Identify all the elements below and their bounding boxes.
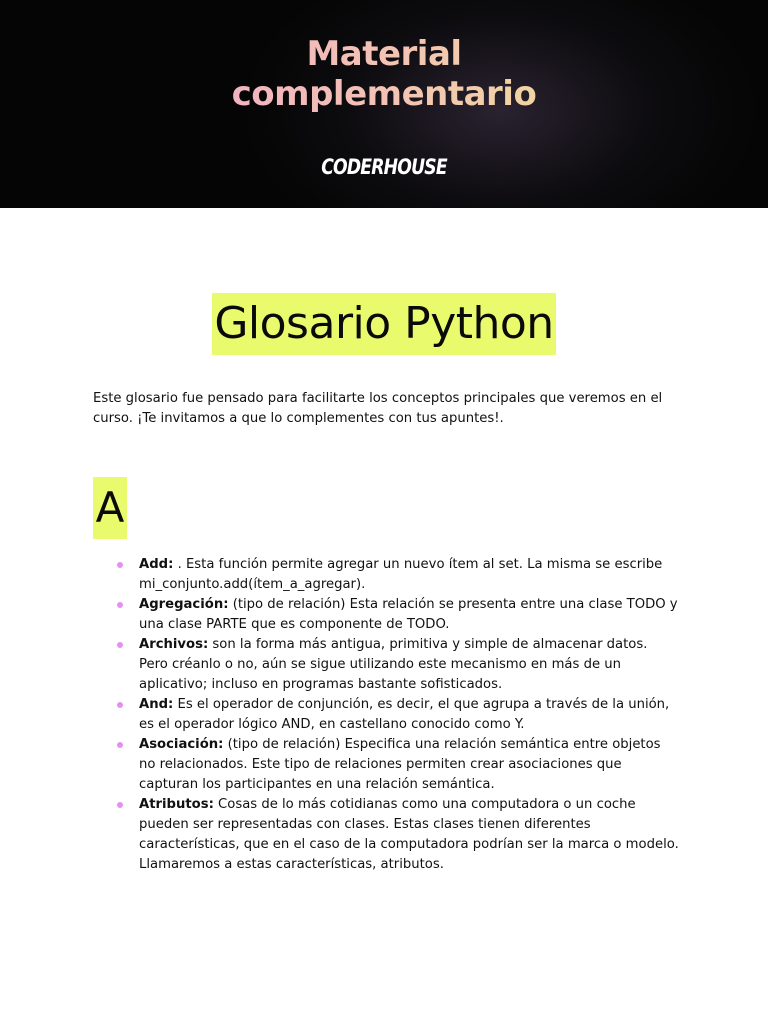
banner-title bbox=[0, 34, 768, 114]
glossary-definition: (tipo de relación) Especifica una relación semántica entre objetos no relacionados. Este tipo de relaciones permiten crear asociaciones que capturan los participantes en una relación semántica. bbox=[139, 737, 661, 792]
glossary-definition: . Esta función permite agregar un nuevo ítem al set. La misma se escribe mi_conjunto.add(ítem_a_agregar). bbox=[139, 557, 663, 592]
glossary-definition: son la forma más antigua, primitiva y simple de almacenar datos. Pero créanlo o no, aún se sigue utilizando este mecanismo en más de un aplicativo; incluso en programas bastante sofisticados. bbox=[139, 637, 648, 692]
coderhouse-logo: CODERHOUSE bbox=[321, 155, 447, 179]
glossary-entry-and bbox=[139, 695, 679, 735]
glossary-term: Atributos: bbox=[139, 797, 214, 812]
banner-title-line-2: complementario bbox=[0, 74, 768, 114]
glossary-term: Add: bbox=[139, 557, 174, 572]
glossary-entry-asociacion bbox=[139, 735, 679, 795]
glossary-definition: (tipo de relación) Esta relación se presenta entre una clase TODO y una clase PARTE que es componente de TODO. bbox=[139, 597, 678, 632]
bullet-icon bbox=[117, 602, 123, 608]
glossary-definition: Es el operador de conjunción, es decir, el que agrupa a través de la unión, es el operador lógico AND, en castellano conocido como Y. bbox=[139, 697, 670, 732]
bullet-icon bbox=[117, 562, 123, 568]
bullet-icon bbox=[117, 642, 123, 648]
glossary-term: And: bbox=[139, 697, 174, 712]
glossary-entry-agregacion bbox=[139, 595, 679, 635]
intro-paragraph: Este glosario fue pensado para facilitarte los conceptos principales que veremos en el curso. ¡Te invitamos a que lo complementes con tus apuntes!. bbox=[93, 391, 663, 426]
glossary-list bbox=[139, 555, 679, 875]
glossary-entry-atributos bbox=[139, 795, 679, 875]
glossary-definition: Cosas de lo más cotidianas como una computadora o un coche pueden ser representadas con clases. Estas clases tienen diferentes características, que en el caso de la computadora podrían ser la marca o modelo. Llamaremos a estas características, atributos. bbox=[139, 797, 679, 872]
bullet-icon bbox=[117, 742, 123, 748]
header-banner bbox=[0, 0, 768, 208]
bullet-icon bbox=[117, 702, 123, 708]
glossary-term: Archivos: bbox=[139, 637, 209, 652]
glossary-entry-add bbox=[139, 555, 679, 595]
banner-title-line-1: Material bbox=[0, 34, 768, 74]
glossary-entry-archivos bbox=[139, 635, 679, 695]
section-letter: A bbox=[93, 477, 127, 539]
glossary-term: Asociación: bbox=[139, 737, 224, 752]
document-title-container bbox=[0, 293, 768, 355]
bullet-icon bbox=[117, 802, 123, 808]
document-title: Glosario Python bbox=[212, 293, 555, 355]
glossary-term: Agregación: bbox=[139, 597, 229, 612]
